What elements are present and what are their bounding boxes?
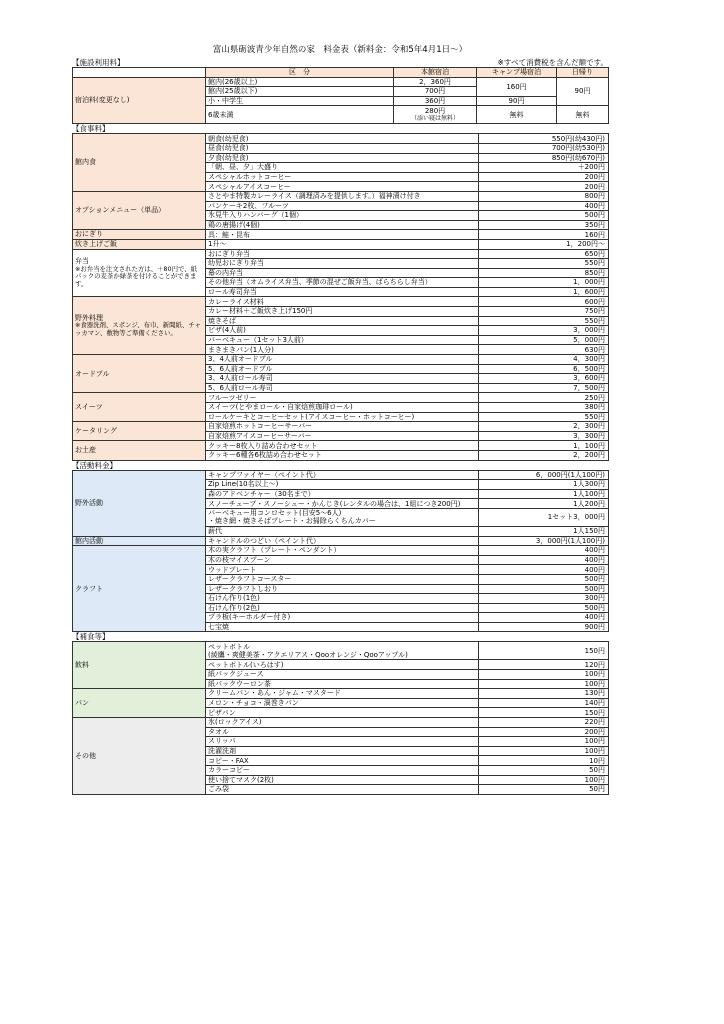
item-name-line: プラ板(キーホルダー付き)	[208, 613, 291, 622]
header-day-trip: 日帰り	[557, 68, 609, 78]
table-row	[73, 77, 609, 87]
section-title-facility: 【施設利用料】	[72, 58, 125, 67]
item-price: 6，500円	[479, 364, 609, 374]
item-name	[206, 287, 479, 297]
table-row	[73, 718, 609, 728]
item-name-line: フルーツゼリー	[208, 393, 257, 402]
item-name	[206, 431, 479, 441]
item-price: 4，300円	[479, 355, 609, 365]
item-name-line: 鶏の唐揚げ(4個)	[208, 220, 260, 229]
item-name-line: ウッドプレート	[208, 565, 257, 574]
header-main-stay: 本館宿泊	[394, 68, 477, 78]
facility-table	[72, 67, 609, 124]
item-name	[206, 249, 479, 259]
item-name-line: ペットボトル(いろはす)	[208, 660, 284, 669]
item-price: 140円	[479, 698, 609, 708]
facility-header-row	[73, 68, 609, 78]
item-name-line: 紙パックジュース	[208, 670, 264, 679]
item-name-line: クリームパン・あん・ジャム・マスタード	[208, 689, 341, 698]
item-price: 2，200円	[479, 450, 609, 460]
item-name	[206, 499, 479, 509]
item-name-line: 七宝焼	[208, 623, 229, 632]
item-name-line: バーベキュー（1セット3人前）	[208, 336, 308, 345]
category-label: お土産	[75, 446, 96, 455]
item-price: 850円	[479, 268, 609, 278]
facility-header-line	[72, 58, 608, 67]
item-name	[206, 335, 479, 345]
infant-main-price: 280円	[424, 106, 446, 115]
item-name	[206, 278, 479, 288]
item-name	[206, 326, 479, 336]
infant-camp-price: 無料	[477, 106, 557, 124]
item-name-line: スリッパ	[208, 737, 236, 746]
item-name-line: ごみ袋	[208, 785, 229, 794]
item-name-detail: (綾鷹・爽健美茶・アクエリアス・Qooオレンジ・Qooアップル)	[208, 650, 408, 659]
row-label: 6歳未満	[206, 106, 394, 124]
table-row	[73, 536, 609, 546]
item-name	[206, 239, 479, 249]
meals-body	[73, 134, 609, 460]
item-name	[206, 480, 479, 490]
item-price: 400円	[479, 201, 609, 211]
header-category: 区 分	[206, 68, 394, 78]
item-name-line: 木の実クラフト（プレート・ペンダント）	[208, 546, 341, 555]
category-label: その他	[75, 751, 96, 760]
category-cell	[73, 441, 206, 460]
table-row	[73, 470, 609, 480]
category-cell	[73, 546, 206, 632]
item-name-line: クッキー6種各6枚詰め合わせセット	[208, 451, 322, 460]
item-price: 100円	[479, 737, 609, 747]
item-price: 100円	[479, 775, 609, 785]
item-name	[206, 565, 479, 575]
item-name	[206, 526, 479, 536]
table-row	[73, 422, 609, 432]
item-name	[206, 163, 479, 173]
item-price: 550円	[479, 316, 609, 326]
item-name	[206, 670, 479, 680]
item-name	[206, 679, 479, 689]
section-title-meals: 【食事料】	[72, 124, 110, 134]
item-name-line: スイーツ(とやまロール・自家焙煎珈琲ロール)	[208, 403, 353, 412]
item-price: 3，000円(1人100円)	[479, 536, 609, 546]
category-cell	[73, 297, 206, 355]
item-name-line: タオル	[208, 727, 229, 736]
row-label: 館内(26歳以上)	[206, 77, 394, 87]
item-name	[206, 441, 479, 451]
category-note: ※食器洗剤、スポンジ、布巾、新聞紙、チャッカマン、敷物等ご準備ください。	[75, 321, 201, 337]
item-name	[206, 355, 479, 365]
item-name-line: 紙パックウーロン茶	[208, 679, 271, 688]
category-label: オプションメニュー（単品）	[75, 206, 166, 215]
meals-table	[72, 133, 609, 460]
table-row	[73, 230, 609, 240]
item-price: ＋200円	[479, 163, 609, 173]
item-price: 120円	[479, 660, 609, 670]
item-name	[206, 489, 479, 499]
item-name	[206, 756, 479, 766]
category-cell	[73, 718, 206, 795]
row-main-price: 700円	[394, 87, 477, 97]
category-label: クラフト	[75, 584, 103, 593]
item-price: 750円	[479, 307, 609, 317]
item-price: 500円	[479, 584, 609, 594]
item-name-line: 自家焙煎ホットコーヒーサーバー	[208, 422, 313, 431]
table-row	[73, 297, 609, 307]
item-price: 400円	[479, 565, 609, 575]
item-price: 700円(幼530円)	[479, 143, 609, 153]
item-name-line: スノーチューブ・スノーシュー・かんじき(レンタルの場合は、1組につき200円)	[208, 499, 461, 508]
item-price: 500円	[479, 211, 609, 221]
item-price: 150円	[479, 642, 609, 660]
item-price: 550円	[479, 259, 609, 269]
item-price: 3，300円	[479, 431, 609, 441]
infant-main-note: （添い寝は無料）	[410, 114, 459, 122]
item-price: 6，000円(1人100円)	[479, 470, 609, 480]
item-name-line: キャンプファイヤー（ペイント代）	[208, 470, 320, 479]
item-price: 200円	[479, 172, 609, 182]
category-cell	[73, 355, 206, 393]
item-price: 380円	[479, 403, 609, 413]
item-name-line: 薪代	[208, 527, 222, 536]
item-name-line: 洗濯洗剤	[208, 747, 236, 755]
item-name: キャンドルのつどい（ペイント代）	[206, 536, 479, 546]
item-name	[206, 172, 479, 182]
item-price: 100円	[479, 670, 609, 680]
item-price: 250円	[479, 393, 609, 403]
item-name-line: クッキー8枚入り詰め合わせセット	[208, 441, 318, 450]
item-price: 630円	[479, 345, 609, 355]
activities-table	[72, 470, 609, 633]
category-label: 館内活動	[73, 536, 206, 546]
row-main-price: 360円	[394, 96, 477, 106]
item-name-line: 昼食(幼児食)	[208, 144, 249, 153]
category-lodging: 宿泊料(変更なし)	[73, 77, 206, 124]
item-name-line: スペシャルホットコーヒー	[208, 172, 292, 181]
item-name-line: カレーライス材料	[208, 297, 264, 306]
item-price: 400円	[479, 555, 609, 565]
item-name	[206, 546, 479, 556]
category-label: ケータリング	[75, 427, 117, 436]
item-name-line: 夕食(幼児食)	[208, 153, 249, 162]
camp-child-price: 90円	[477, 96, 557, 106]
item-name	[206, 403, 479, 413]
item-name-line: Zip Line(10名以上～)	[208, 480, 279, 489]
item-price: 550円(幼430円)	[479, 134, 609, 144]
item-name-line: カラーコピー	[208, 766, 250, 775]
item-name	[206, 383, 479, 393]
supplies-body	[73, 642, 609, 794]
item-name-line: 木の枝マイスプーン	[208, 555, 271, 564]
category-cell	[73, 249, 206, 297]
table-row	[73, 191, 609, 201]
item-name	[206, 316, 479, 326]
item-name-line: パンケーキ2枚、フルーツ	[208, 201, 289, 210]
activities-body	[73, 470, 609, 632]
item-price: 300円	[479, 594, 609, 604]
table-row	[73, 393, 609, 403]
item-name	[206, 508, 479, 526]
infant-day-price: 無料	[557, 106, 609, 124]
item-name	[206, 230, 479, 240]
item-name	[206, 393, 479, 403]
item-name-line: 3、4人前オードブル	[208, 355, 273, 364]
item-name-line: まきまきパン(1人分)	[208, 345, 274, 354]
category-cell	[73, 642, 206, 689]
item-price: 150円	[479, 708, 609, 718]
item-name-line: 氷見牛入りハンバーグ（1個）	[208, 211, 303, 220]
item-name	[206, 259, 479, 269]
item-name-line: カレー材料＋ご飯炊き上げ150円	[208, 307, 313, 316]
category-cell	[73, 422, 206, 441]
row-label: 小・中学生	[206, 96, 394, 106]
item-price: 220円	[479, 718, 609, 728]
item-name	[206, 660, 479, 670]
item-price: 1，000円	[479, 278, 609, 288]
item-price: 500円	[479, 574, 609, 584]
category-note: ※お弁当を注文された方は、＋80円で、紙パックの麦茶か緑茶を付けることができます。	[75, 264, 197, 288]
item-price: 160円	[479, 230, 609, 240]
item-price: 1，100円	[479, 441, 609, 451]
category-label: 野外料理	[75, 313, 103, 322]
item-name	[206, 584, 479, 594]
item-name-line: 1升～	[208, 240, 227, 249]
header-camp-stay: キャンプ場宿泊	[477, 68, 557, 78]
supplies-table	[72, 641, 609, 794]
item-price: 850円(幼670円)	[479, 153, 609, 163]
item-price: 900円	[479, 622, 609, 632]
item-name	[206, 422, 479, 432]
category-label: 炊き上げご飯	[75, 240, 117, 248]
item-name	[206, 374, 479, 384]
item-price: 1人300円	[479, 480, 609, 490]
row-label: 館内(25歳以下)	[206, 87, 394, 97]
item-name-line: 石けん作り(1色)	[208, 594, 260, 603]
table-row	[73, 355, 609, 365]
category-label: 野外活動	[75, 498, 103, 507]
day-adult-price: 90円	[557, 77, 609, 106]
item-name	[206, 766, 479, 776]
item-name	[206, 345, 479, 355]
item-price: 400円	[479, 546, 609, 556]
item-name-detail: ・焼き網・焼きそばプレート・お掃除らくちんカバー	[208, 517, 376, 526]
tax-note: ※すべて消費税を含んだ額です。	[497, 58, 608, 67]
item-name	[206, 450, 479, 460]
item-name-line: ピザパン	[208, 708, 236, 717]
item-name-line: 朝食(幼児食)	[208, 134, 249, 143]
item-name-line: 森のアドベンチャー（30名まで）	[208, 489, 315, 498]
table-row	[73, 239, 609, 249]
item-name-line: 自家焙煎アイスコーヒーサーバー	[208, 431, 312, 440]
price-sheet	[72, 44, 608, 795]
item-name-line: レザークラフトしおり	[208, 584, 278, 593]
section-title-activities: 【活動料金】	[72, 460, 117, 470]
item-name-line: 幼児おにぎり弁当	[208, 259, 264, 268]
item-name	[206, 708, 479, 718]
category-label: おにぎり	[75, 230, 103, 239]
category-cell	[73, 689, 206, 718]
item-name	[206, 785, 479, 795]
item-price: 1人150円	[479, 526, 609, 536]
item-name-line: ピザ(4人前)	[208, 326, 246, 335]
item-name	[206, 574, 479, 584]
category-label: 弁当	[75, 257, 89, 266]
item-name-line: その他弁当（オムライス弁当、季節の混ぜご飯弁当、ばらちらし弁当）	[208, 278, 432, 287]
item-name	[206, 364, 479, 374]
item-name-line: ロール寿司弁当	[208, 288, 257, 297]
item-name-line: コピー・FAX	[208, 756, 249, 765]
category-label: 館内食	[75, 158, 96, 167]
item-price: 550円	[479, 412, 609, 422]
item-name-line: 3、4人前ロール寿司	[208, 374, 273, 383]
item-name	[206, 737, 479, 747]
item-price: 1人200円	[479, 499, 609, 509]
page-title: 富山県砺波青少年自然の家 料金表（新料金：令和5年4月1日～）	[212, 45, 468, 55]
item-price: 10円	[479, 756, 609, 766]
table-row	[73, 134, 609, 144]
item-name-line: レザークラフトコースター	[208, 575, 292, 584]
item-name	[206, 603, 479, 613]
item-name-line: 石けん作り(2色)	[208, 603, 260, 612]
item-name	[206, 594, 479, 604]
table-row	[73, 689, 609, 699]
category-cell	[73, 191, 206, 229]
item-name	[206, 412, 479, 422]
item-name-line: 氷(ロックアイス)	[208, 718, 262, 727]
item-price: 100円	[479, 679, 609, 689]
item-price: 350円	[479, 220, 609, 230]
item-price: 2，300円	[479, 422, 609, 432]
item-price: 3，600円	[479, 374, 609, 384]
item-price: 200円	[479, 727, 609, 737]
item-price: 5，000円	[479, 335, 609, 345]
item-price: 600円	[479, 297, 609, 307]
item-name-line: バーベキュー用コンロセット(目安5～6人)	[208, 509, 342, 518]
item-name-line: スペシャルアイスコーヒー	[208, 182, 291, 191]
item-name	[206, 470, 479, 480]
item-name	[206, 307, 479, 317]
category-label: オードブル	[75, 369, 110, 378]
item-name-line: 5、6人前オードブル	[208, 364, 273, 373]
item-name-line: さとやま特製カレーライス（調理済みを提供します。）福神漬け付き	[208, 192, 421, 201]
item-price: 50円	[479, 766, 609, 776]
item-name-line: 幕の内弁当	[208, 268, 243, 277]
item-name	[206, 191, 479, 201]
item-name	[206, 622, 479, 632]
category-label: 飲料	[75, 661, 89, 670]
item-name	[206, 727, 479, 737]
item-name	[206, 268, 479, 278]
item-name	[206, 746, 479, 756]
category-cell	[73, 239, 206, 249]
item-name-line: 「朝、昼、夕」大盛り	[208, 163, 278, 172]
camp-adult-price: 160円	[477, 77, 557, 96]
item-price: 800円	[479, 191, 609, 201]
item-name	[206, 153, 479, 163]
item-price: 7，500円	[479, 383, 609, 393]
item-name-line: おにぎり弁当	[208, 249, 250, 258]
item-price: 400円	[479, 613, 609, 623]
category-cell	[73, 230, 206, 240]
item-name	[206, 134, 479, 144]
item-price: 1，200円～	[479, 239, 609, 249]
item-price: 650円	[479, 249, 609, 259]
item-price: 200円	[479, 182, 609, 192]
item-name-line: メロン・チョコ・渦巻きパン	[208, 699, 299, 708]
table-row	[73, 441, 609, 451]
item-price: 1，600円	[479, 287, 609, 297]
item-name-line: ペットボトル	[208, 642, 250, 651]
item-name	[206, 698, 479, 708]
section-title-supplies: 【補食等】	[72, 632, 110, 642]
item-name	[206, 642, 479, 660]
item-name-line: 焼きそば	[208, 316, 236, 325]
item-name-line: 具：鮭・昆布	[208, 230, 250, 239]
item-name	[206, 718, 479, 728]
category-cell	[73, 134, 206, 192]
category-label: パン	[75, 698, 89, 707]
category-cell	[73, 470, 206, 536]
item-name	[206, 182, 479, 192]
item-name	[206, 613, 479, 623]
item-name	[206, 297, 479, 307]
item-price: 50円	[479, 785, 609, 795]
item-name	[206, 555, 479, 565]
item-price: 130円	[479, 689, 609, 699]
item-name-line: ロールケーキとコーヒーセット(アイスコーヒー・ホットコーヒー)	[208, 412, 415, 421]
item-name-line: 5、6人前ロール寿司	[208, 384, 273, 392]
item-name-line: 使い捨てマスク(2枚)	[208, 775, 274, 784]
row-main-price: 2，360円	[394, 77, 477, 87]
item-name	[206, 211, 479, 221]
table-row	[73, 546, 609, 556]
item-price: 1セット3，000円	[479, 508, 609, 526]
table-row	[73, 642, 609, 660]
item-price: 500円	[479, 603, 609, 613]
item-name	[206, 775, 479, 785]
item-name	[206, 220, 479, 230]
item-price: 1人100円	[479, 489, 609, 499]
item-price: 100円	[479, 746, 609, 756]
item-name	[206, 201, 479, 211]
category-cell	[73, 393, 206, 422]
table-row	[73, 249, 609, 259]
item-name	[206, 689, 479, 699]
row-main-price	[394, 106, 477, 124]
category-label: スイーツ	[75, 403, 103, 412]
item-name	[206, 143, 479, 153]
item-price: 3，000円	[479, 326, 609, 336]
